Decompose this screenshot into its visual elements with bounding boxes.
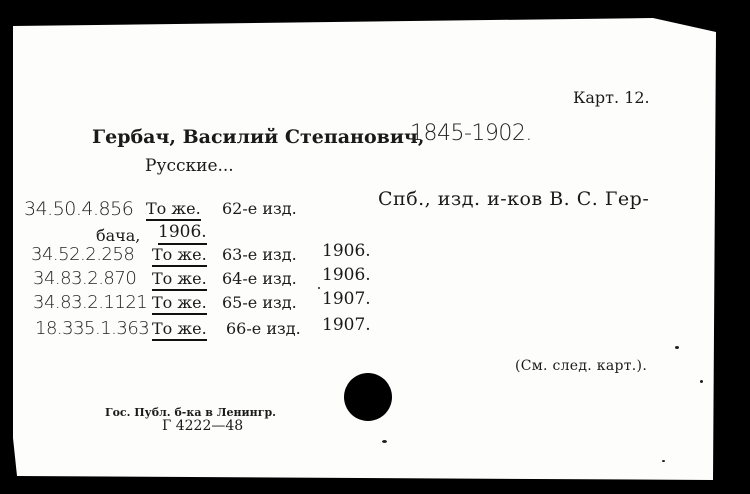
entry-edition: 66-е изд. [226, 319, 301, 338]
shelf-mark: 34.83.2.870 [33, 268, 137, 289]
author-heading: Гербач, Василий Степанович, [92, 126, 425, 148]
shelf-mark: 34.83.2.1121 [33, 292, 148, 313]
entry-edition: 65-е изд. [222, 293, 297, 312]
speck [382, 440, 387, 443]
shelf-mark: 34.50.4.856 [24, 198, 134, 220]
entry-year: 1907. [322, 289, 371, 309]
speck [675, 346, 679, 349]
entry-ref: То же. [152, 269, 207, 291]
speck [662, 460, 665, 462]
author-years: 1845-1902. [410, 121, 532, 146]
see-next-card: (См. след. карт.). [515, 358, 648, 374]
entry-ref: То же. [152, 319, 207, 341]
entry-year: 1906. [322, 241, 371, 261]
entry-year: 1907. [322, 315, 371, 335]
entry-ref: То же. [152, 245, 207, 267]
entry-edition: 62-е изд. [222, 199, 297, 218]
speck [318, 287, 320, 289]
card-number: Карт. 12. [573, 88, 650, 107]
library-imprint: Гос. Публ. б-ка в Ленингр. [105, 406, 276, 419]
card-code: Г 4222—48 [162, 418, 244, 434]
entry-edition: 63-е изд. [222, 245, 297, 264]
entry-ref: То же. [152, 293, 207, 315]
entry-continuation: бача, [96, 226, 141, 245]
entry-ref: То же. [146, 199, 201, 221]
book-title: Русские... [145, 156, 234, 176]
speck [700, 380, 703, 383]
entry-year: 1906. [158, 222, 207, 245]
card-hole [344, 373, 392, 421]
publisher-line: Спб., изд. и-ков В. С. Гер- [378, 188, 650, 210]
entry-edition: 64-е изд. [222, 269, 297, 288]
entry-year: 1906. [322, 265, 371, 285]
shelf-mark: 34.52.2.258 [31, 244, 135, 265]
shelf-mark: 18.335.1.363 [35, 318, 150, 339]
